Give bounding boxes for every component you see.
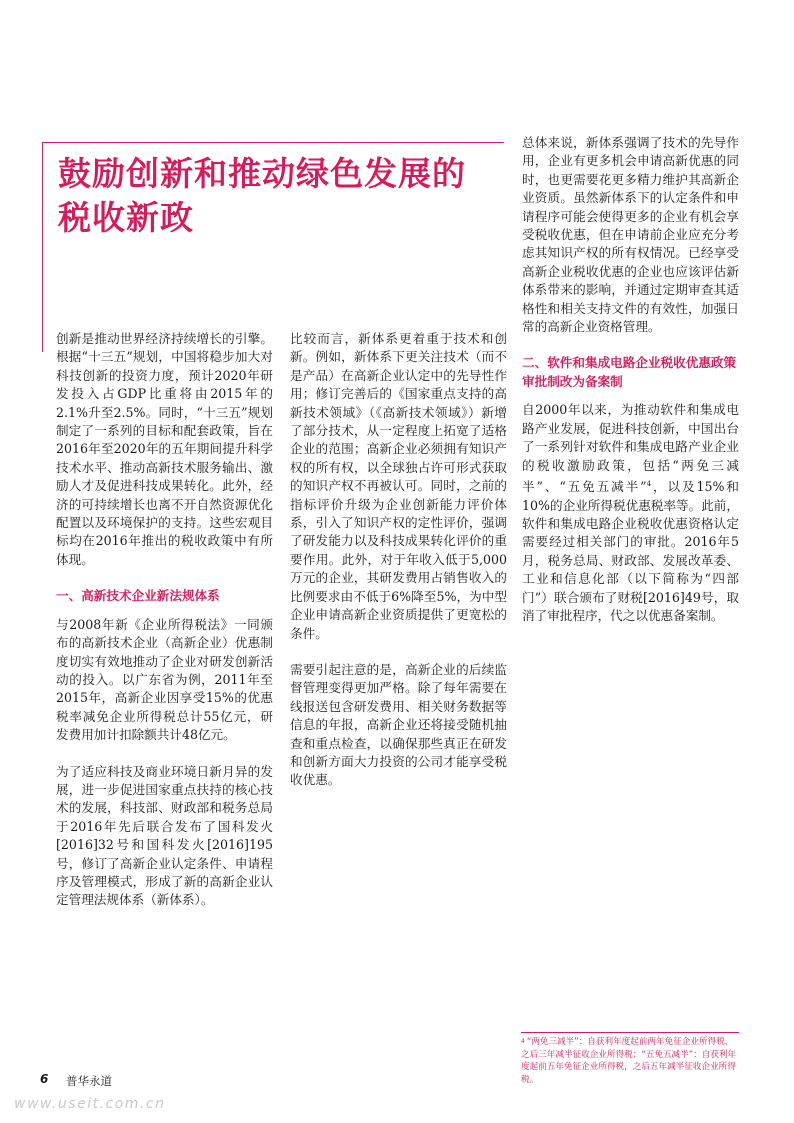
footnote bbox=[521, 1036, 739, 1086]
section-heading-1: 一、高新技术企业新法规体系 bbox=[56, 588, 220, 604]
section-2-text-start: 自2000年以来，为推动软件和集成电路产业发展，促进科技创新，中国出台了一系列针对软件和集成电路产业企业的税收激励政策，包括“两免三减半”、“五免五减半” bbox=[522, 402, 739, 495]
watermark: www.useit.com.cn bbox=[14, 1096, 166, 1112]
page-number: 6 bbox=[40, 1072, 49, 1086]
publication-name: 普华永道 bbox=[66, 1074, 112, 1088]
section-1-paragraph-3: 比较而言，新体系更着重于技术和创新。例如，新体系下更关注技术（而不是产品）在高新企业认定中的先导性作用；修订完善后的《国家重点支持的高新技术领域》（《高新技术领域》）新增了部分技术，从一定程度上拓宽了适格企业的范围；高新企业必须拥有知识产权的所有权，以全球独占许可形式获取的知识产权不再被认可。同时，之前的指标评价升级为企业创新能力评价体系，引入了知识产权的定性评价，强调了研发能力以及科技成果转化评价的重要作用。此外，对于年收入低于5,000万元的企业，其研发费用占销售收入的比例要求由不低于6%降至5%，为中型企业申请高新企业资质提供了更宽松的条件。 bbox=[290, 331, 507, 641]
column-2 bbox=[290, 330, 507, 808]
section-heading-2: 二、软件和集成电路企业税收优惠政策审批制改为备案制 bbox=[522, 355, 737, 389]
footnote-text: “两免三减半”：自获利年度起前两年免征企业所得税，之后三年减半征收企业所得税；“五免五减半”：自获利年度起前五年免征企业所得税，之后五年减半征收企业所得税。 bbox=[521, 1037, 737, 1085]
footnote-mark: 4 bbox=[521, 1038, 525, 1045]
section-1-summary-paragraph: 总体来说，新体系强调了技术的先导作用，企业有更多机会申请高新优惠的同时，也更需要花更多精力维护其高新企业资质。虽然新体系下的认定条件和申请程序可能会使得更多的企业有机会享受税收优惠，但在申请前企业应充分考虑其知识产权的所有权情况。已经享受高新企业税收优惠的企业也应该评估新体系带来的影响，并通过定期审查其适格性和相关支持文件的有效性，加强日常的高新企业资格管理。 bbox=[522, 135, 739, 335]
column-1 bbox=[56, 330, 273, 928]
footnote-divider bbox=[521, 1032, 739, 1033]
footnote-reference: 4 bbox=[646, 479, 652, 488]
page-title: 鼓励创新和推动绿色发展的税收新政 bbox=[58, 154, 466, 237]
section-2-text-end: ，以及15%和10%的企业所得税优惠税率等。此前，软件和集成电路企业税收优惠资格认定需要经过相关部门的审批。2016年5月，税务总局、财政部、发展改革委、工业和信息化部（以下简称为“四部门”）联合颁布了财税[2016]49号，取消了审批程序，代之以优惠备案制。 bbox=[522, 479, 739, 623]
section-1-paragraph-4: 需要引起注意的是，高新企业的后续监督管理变得更加严格。除了每年需要在线报送包含研发费用、相关财务数据等信息的年报，高新企业还将接受随机抽查和重点检查，以确保那些真正在研发和创新方面大力投资的公司才能享受税收优惠。 bbox=[290, 661, 507, 788]
section-2-paragraph bbox=[522, 401, 739, 625]
section-1-paragraph-2: 为了适应科技及商业环境日新月异的发展，进一步促进国家重点扶持的核心技术的发展，科技部、财政部和税务总局于2016年先后联合发布了国科发火[2016]32号和国科发火[2016]195号，修订了高新企业认定条件、申请程序及管理模式，形成了新的高新企业认定管理法规体系（新体系）。 bbox=[56, 763, 273, 908]
intro-paragraph: 创新是推动世界经济持续增长的引擎。根据“十三五”规划，中国将稳步加大对科技创新的投资力度，预计2020年研发投入占GDP比重将由2015年的2.1%升至2.5%。同时，“十三五”规划制定了一系列的目标和配套政策，旨在2016年至2020年的五年期间提升科学技术水平、推动高新技术服务输出、激励人才及促进科技成果转化。此外，经济的可持续增长也离不开自然资源优化配置以及环境保护的支持。这些宏观目标均在2016年推出的税收政策中有所体现。 bbox=[56, 331, 273, 567]
section-1-paragraph-1: 与2008年新《企业所得税法》一同颁布的高新技术企业（高新企业）优惠制度切实有效地推动了企业对研发创新活动的投入。以广东省为例，2011年至2015年，高新企业因享受15%的优惠税率减免企业所得税总计55亿元，研发费用加计扣除额共计48亿元。 bbox=[56, 616, 273, 743]
column-3 bbox=[522, 134, 739, 643]
